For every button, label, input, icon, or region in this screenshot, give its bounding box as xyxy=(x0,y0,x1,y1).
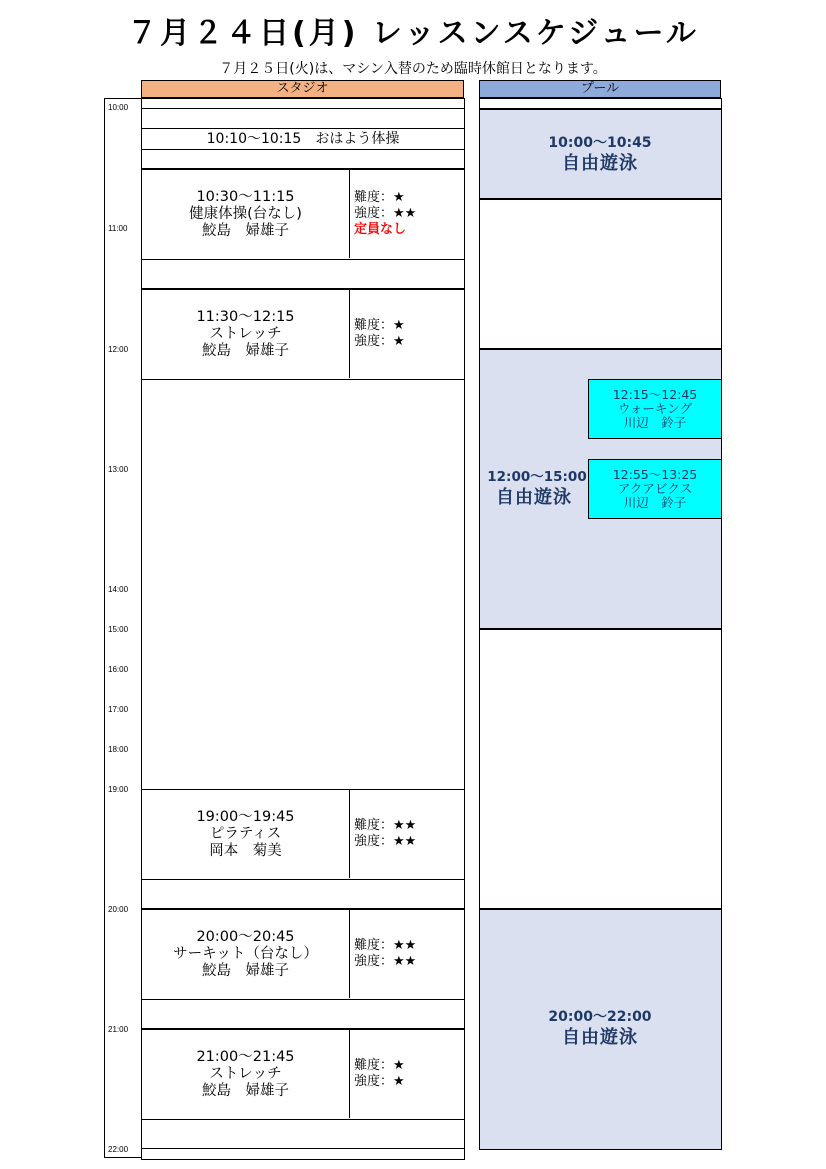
lesson-difficulty: 難度：★ xyxy=(354,318,405,333)
lesson-name: 健康体操(台なし) xyxy=(189,205,302,222)
lesson-difficulty: 難度：★ xyxy=(354,190,405,205)
time-label: 15:00 xyxy=(108,625,129,634)
row-divider xyxy=(141,1148,465,1149)
time-label: 12:00 xyxy=(108,345,129,354)
pool-empty-slot xyxy=(479,629,722,909)
free-swim-block xyxy=(479,909,722,1150)
lesson-intensity: 強度：★★ xyxy=(354,954,417,969)
pool-lesson-name: ウォーキング xyxy=(617,401,693,416)
pool-lesson-instructor: 川辺 鈴子 xyxy=(623,415,687,430)
row-divider xyxy=(141,108,465,109)
lesson-intensity: 強度：★ xyxy=(354,1074,405,1089)
studio-lesson xyxy=(141,909,465,1000)
lesson-instructor: 岡本 菊美 xyxy=(209,842,282,859)
time-label: 14:00 xyxy=(108,585,129,594)
lesson-difficulty: 難度：★★ xyxy=(354,938,417,953)
lesson-time: 21:00～21:45 xyxy=(196,1048,295,1065)
lesson-instructor: 鮫島 婦雄子 xyxy=(202,1082,289,1099)
pool-lesson xyxy=(588,379,722,439)
free-swim-block xyxy=(479,109,722,199)
lesson-time: 20:00～20:45 xyxy=(196,928,295,945)
studio-header: スタジオ xyxy=(141,80,464,98)
time-label: 19:00 xyxy=(108,785,129,794)
morning-exercise: 10:10～10:15 おはよう体操 xyxy=(141,128,465,150)
time-label: 22:00 xyxy=(108,1145,129,1154)
free-swim-label: 自由遊泳 xyxy=(496,487,572,508)
lesson-name: ストレッチ xyxy=(209,325,282,342)
studio-lesson xyxy=(141,289,465,380)
free-swim-time: 12:00～15:00 xyxy=(487,469,587,485)
lesson-note: 定員なし xyxy=(354,222,407,237)
studio-lesson xyxy=(141,789,465,880)
closure-notice: ７月２５日(火)は、マシン入替のため臨時休館日となります。 xyxy=(219,61,607,77)
lesson-intensity: 強度：★★ xyxy=(354,834,417,849)
free-swim-label: 自由遊泳 xyxy=(562,1027,638,1048)
lesson-name: ピラティス xyxy=(209,825,282,842)
time-label: 16:00 xyxy=(108,665,129,674)
pool-lesson-name: アクアビクス xyxy=(617,481,693,496)
lesson-time: 11:30～12:15 xyxy=(196,308,295,325)
lesson-time: 10:30～11:15 xyxy=(196,188,295,205)
lesson-difficulty: 難度：★★ xyxy=(354,818,417,833)
pool-lesson-time: 12:55～13:25 xyxy=(612,467,698,482)
pool-lesson-time: 12:15～12:45 xyxy=(612,387,698,402)
pool-header: プール xyxy=(479,80,721,98)
time-label: 18:00 xyxy=(108,745,129,754)
lesson-name: ストレッチ xyxy=(209,1065,282,1082)
time-label: 17:00 xyxy=(108,705,129,714)
time-label: 13:00 xyxy=(108,465,129,474)
studio-lesson xyxy=(141,169,465,260)
lesson-difficulty: 難度：★ xyxy=(354,1058,405,1073)
pool-lesson-instructor: 川辺 鈴子 xyxy=(623,495,687,510)
free-swim-label: 自由遊泳 xyxy=(562,153,638,174)
pool-lesson xyxy=(588,459,722,519)
studio-lesson xyxy=(141,1029,465,1120)
time-label: 21:00 xyxy=(108,1025,129,1034)
time-label: 20:00 xyxy=(108,905,129,914)
time-label: 10:00 xyxy=(108,103,129,112)
lesson-time: 19:00～19:45 xyxy=(196,808,295,825)
lesson-instructor: 鮫島 婦雄子 xyxy=(202,222,289,239)
free-swim-time: 10:00～10:45 xyxy=(548,135,652,151)
pool-empty-slot xyxy=(479,199,722,349)
free-swim-time: 20:00～22:00 xyxy=(548,1009,652,1025)
lesson-instructor: 鮫島 婦雄子 xyxy=(202,962,289,979)
page-title: ７月２４日(月) レッスンスケジュール xyxy=(127,16,699,51)
lesson-instructor: 鮫島 婦雄子 xyxy=(202,342,289,359)
time-label: 11:00 xyxy=(108,224,128,233)
lesson-intensity: 強度：★★ xyxy=(354,206,417,221)
lesson-name: サーキット（台なし） xyxy=(173,945,318,962)
lesson-intensity: 強度：★ xyxy=(354,334,405,349)
